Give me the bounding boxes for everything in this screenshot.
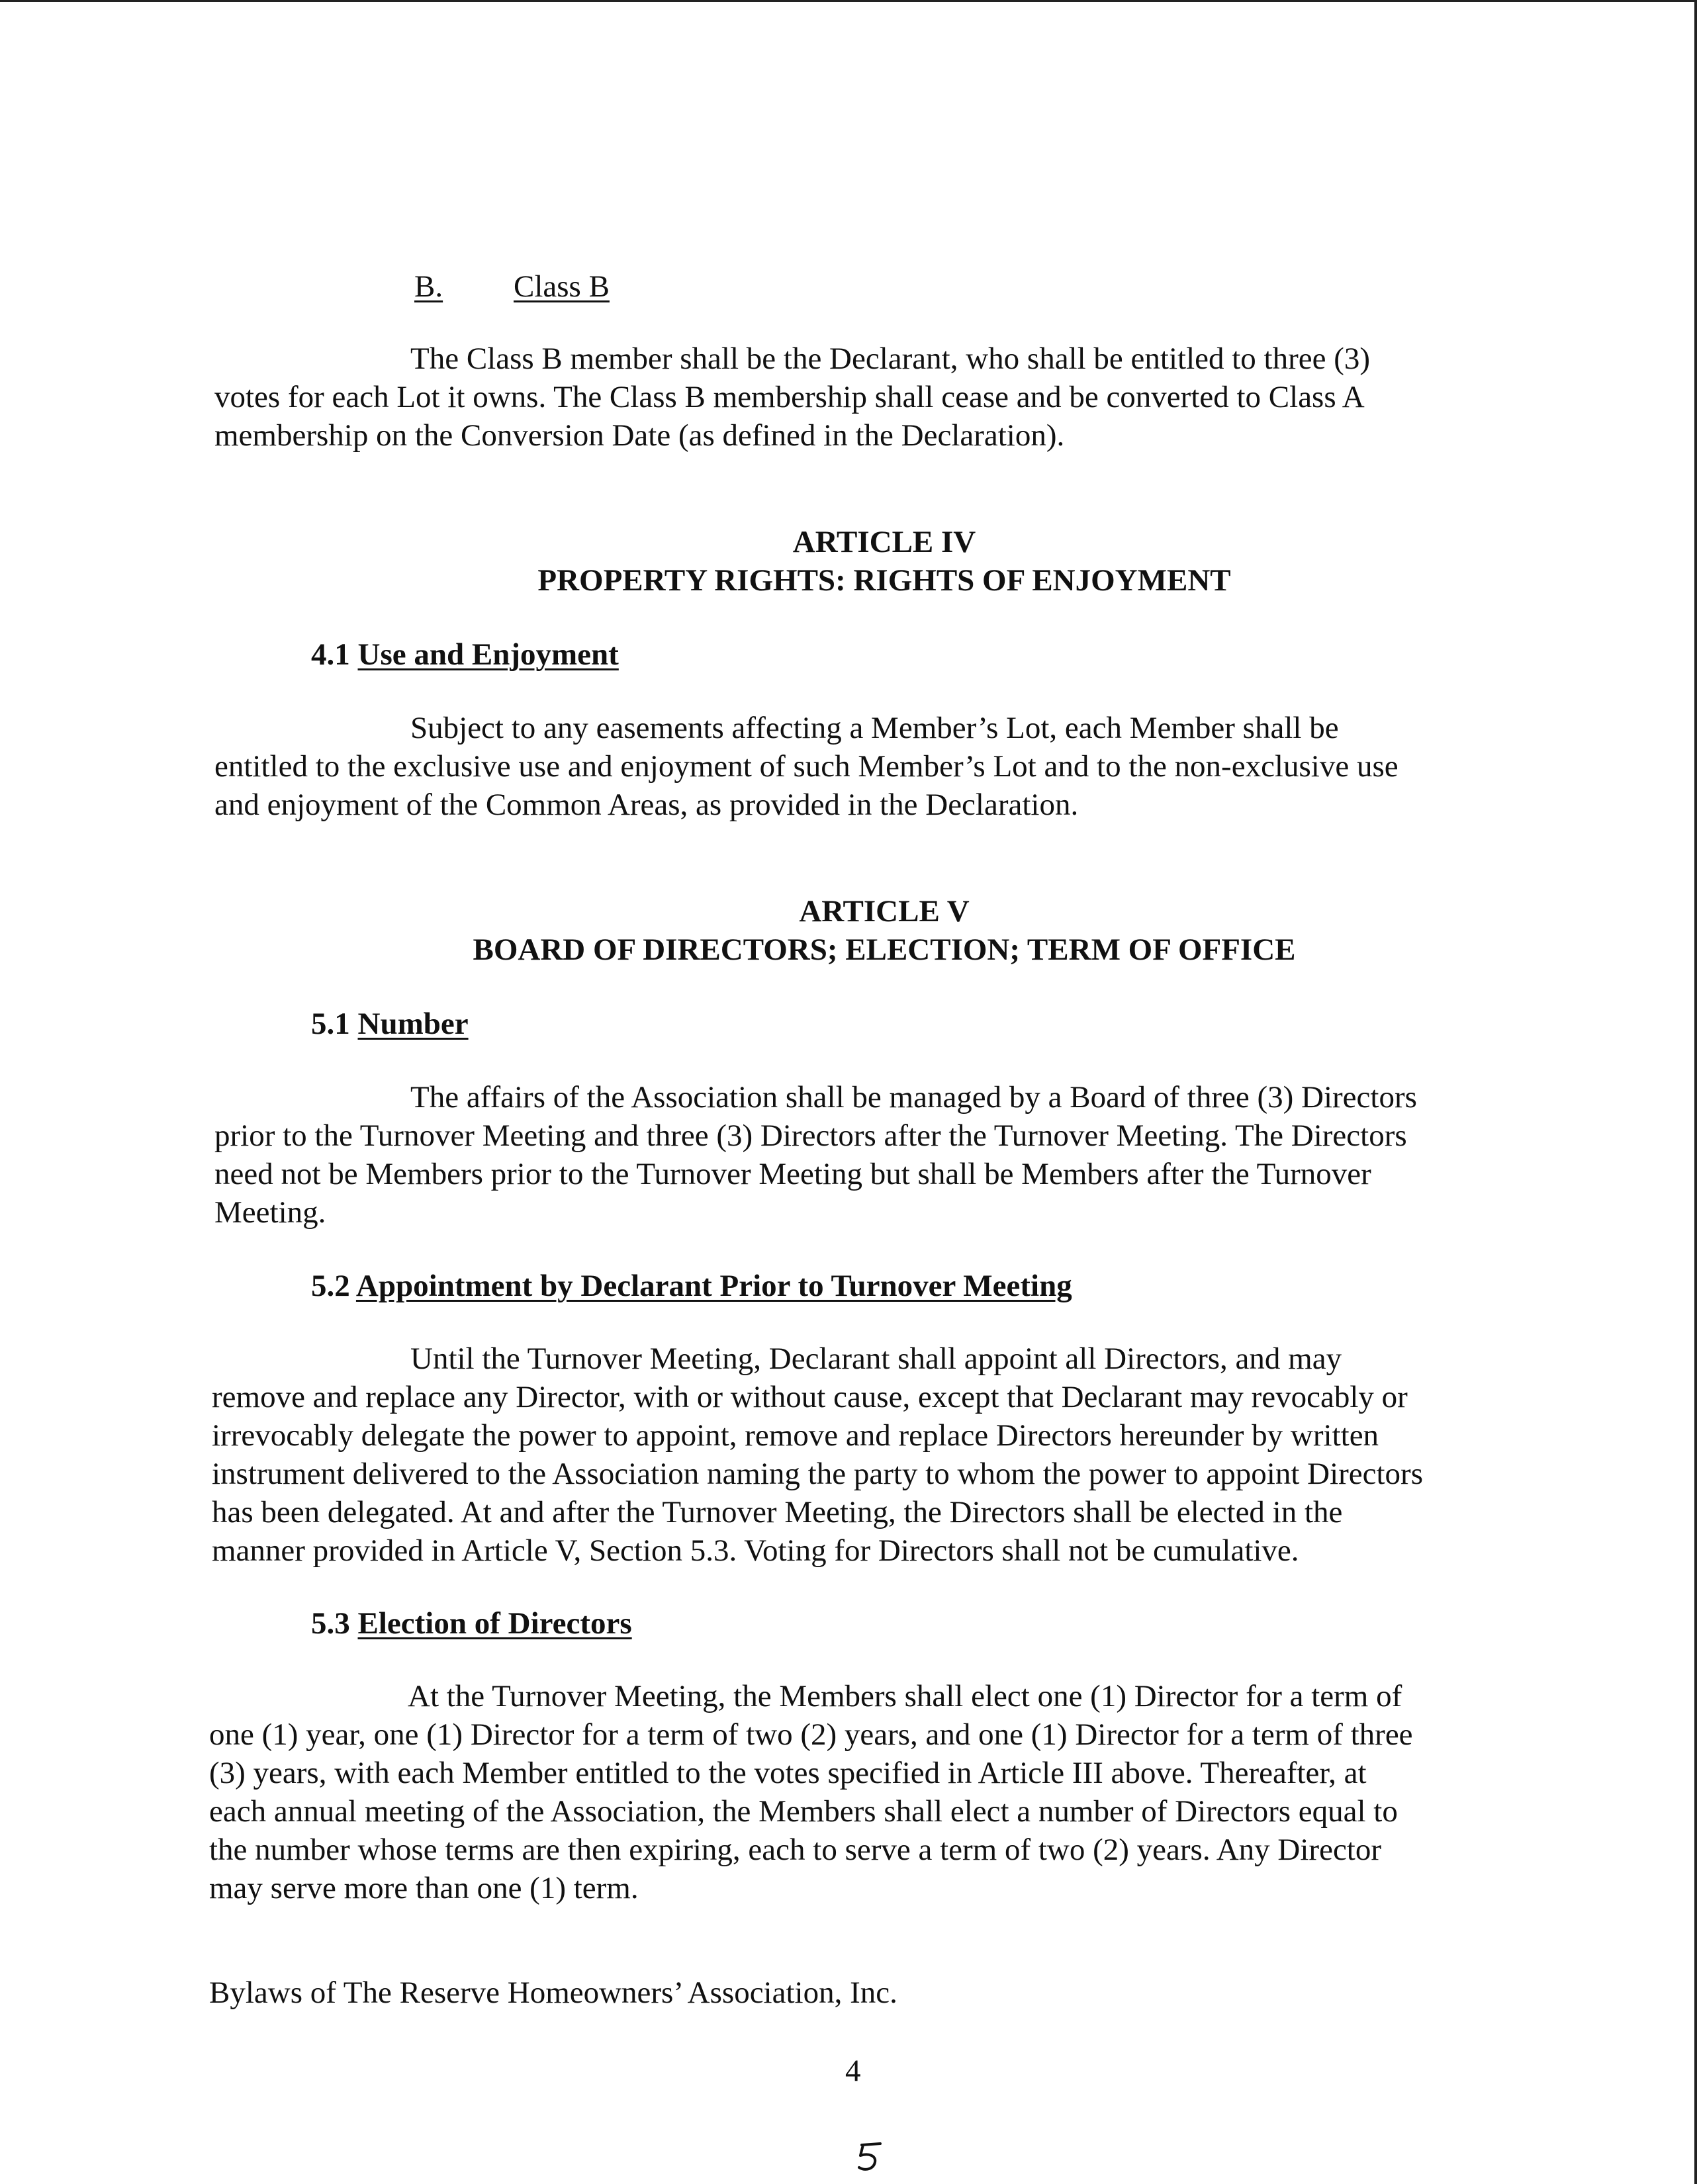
section-5-1-para-line-2: prior to the Turnover Meeting and three (3) Directors after the Turnover Meeting. The Directors [214, 1118, 1407, 1153]
section-4-1-title: Use and Enjoyment [357, 637, 619, 672]
handwritten-page-mark [854, 2141, 894, 2177]
section-b-para-line-3: membership on the Conversion Date (as defined in the Declaration). [214, 418, 1065, 453]
section-5-3-heading [311, 1604, 632, 1643]
section-5-3-para-line-5: the number whose terms are then expiring, each to serve a term of two (2) years. Any Director [209, 1833, 1382, 1867]
section-5-2-title: Appointment by Declarant Prior to Turnover Meeting [355, 1269, 1072, 1303]
section-b-letter: B. [414, 269, 443, 304]
section-5-3-title: Election of Directors [357, 1606, 632, 1641]
section-5-3-para-line-2: one (1) year, one (1) Director for a term of two (2) years, and one (1) Director for a term of three [209, 1717, 1413, 1752]
section-5-1-para-line-3: need not be Members prior to the Turnover Meeting but shall be Members after the Turnover [214, 1157, 1371, 1191]
section-5-1-heading [311, 1005, 469, 1043]
section-5-3-para-line-1: At the Turnover Meeting, the Members shall elect one (1) Director for a term of [408, 1679, 1402, 1713]
section-5-2-para-line-6: manner provided in Article V, Section 5.3. Voting for Directors shall not be cumulative. [212, 1533, 1299, 1568]
section-5-3-para-line-4: each annual meeting of the Association, the Members shall elect a number of Directors equal to [209, 1794, 1398, 1829]
section-5-2-para-line-3: irrevocably delegate the power to appoint, remove and replace Directors hereunder by written [212, 1418, 1379, 1453]
scan-edge-top [0, 0, 1697, 2]
section-4-1-para-line-1: Subject to any easements affecting a Member’s Lot, each Member shall be [410, 711, 1339, 745]
section-5-2-para-line-1: Until the Turnover Meeting, Declarant shall appoint all Directors, and may [410, 1342, 1342, 1376]
section-b-para-line-1: The Class B member shall be the Declarant, who shall be entitled to three (3) [410, 341, 1371, 376]
section-4-1-number: 4.1 [311, 637, 350, 672]
article-iv-subheading: PROPERTY RIGHTS: RIGHTS OF ENJOYMENT [537, 563, 1231, 598]
section-5-2-para-line-4: instrument delivered to the Association naming the party to whom the power to appoint Directors [212, 1457, 1423, 1491]
section-5-2-para-line-2: remove and replace any Director, with or without cause, except that Declarant may revocably or [212, 1380, 1408, 1414]
section-4-1-para-line-2: entitled to the exclusive use and enjoyment of such Member’s Lot and to the non-exclusive use [214, 749, 1399, 784]
section-4-1-heading [311, 635, 619, 674]
section-5-2-heading [311, 1267, 1072, 1305]
section-5-2-number: 5.2 [311, 1269, 350, 1303]
article-iv-heading: ARTICLE IV [792, 525, 976, 559]
section-4-1-para-line-3: and enjoyment of the Common Areas, as provided in the Declaration. [214, 788, 1079, 822]
section-5-3-para-line-3: (3) years, with each Member entitled to the votes specified in Article III above. Thereafter, at [209, 1756, 1367, 1790]
footer-document-name: Bylaws of The Reserve Homeowners’ Association, Inc. [209, 1976, 897, 2010]
section-5-3-number: 5.3 [311, 1606, 350, 1641]
handwritten-five-drawing [854, 2141, 894, 2174]
section-b-title: Class B [514, 269, 610, 304]
section-5-3-para-line-6: may serve more than one (1) term. [209, 1871, 639, 1905]
section-5-1-number: 5.1 [311, 1007, 350, 1041]
article-v-heading: ARTICLE V [799, 894, 970, 929]
page-number: 4 [845, 2054, 861, 2088]
article-v-subheading: BOARD OF DIRECTORS; ELECTION; TERM OF OFFICE [473, 933, 1296, 967]
section-5-1-para-line-1: The affairs of the Association shall be managed by a Board of three (3) Directors [410, 1080, 1417, 1115]
scan-edge-right [1694, 0, 1697, 2184]
section-5-1-para-line-4: Meeting. [214, 1195, 326, 1230]
section-b-para-line-2: votes for each Lot it owns. The Class B membership shall cease and be converted to Class A [214, 380, 1365, 414]
section-5-1-title: Number [357, 1007, 469, 1041]
section-5-2-para-line-5: has been delegated. At and after the Turnover Meeting, the Directors shall be elected in the [212, 1495, 1343, 1529]
